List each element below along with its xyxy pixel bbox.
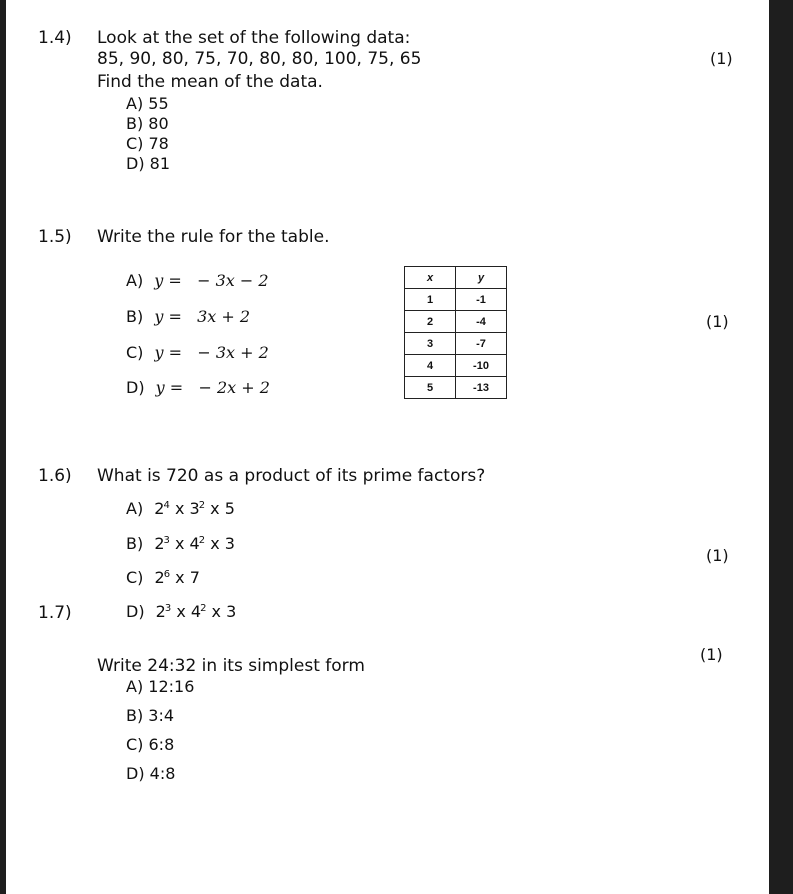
table-cell: 2 bbox=[405, 311, 456, 333]
option-b[interactable]: B) $2^3$ x $4^2$ x 3 bbox=[126, 534, 235, 553]
question-prompt: Write 24:32 in its simplest form bbox=[97, 656, 365, 676]
option-a[interactable]: A) y = − 3x − 2 bbox=[126, 271, 269, 290]
option-a[interactable]: A) $2^4$ x $3^2$ x 5 bbox=[126, 499, 235, 518]
marks-label: (1) bbox=[706, 546, 729, 565]
table-cell: 3 bbox=[405, 333, 456, 355]
worksheet-page bbox=[6, 0, 769, 894]
table-cell: 1 bbox=[405, 289, 456, 311]
table-cell: -10 bbox=[456, 355, 507, 377]
question-prompt: Look at the set of the following data: bbox=[97, 28, 411, 48]
option-b[interactable]: B) 3:4 bbox=[126, 706, 175, 725]
option-d[interactable]: D) $2^3$ x $4^2$ x 3 bbox=[126, 602, 237, 621]
option-d[interactable]: D) 81 bbox=[126, 154, 171, 173]
marks-label: (1) bbox=[700, 645, 723, 664]
question-number: 1.5) bbox=[38, 227, 72, 247]
option-a[interactable]: A) 12:16 bbox=[126, 677, 195, 696]
option-b[interactable]: B) y = 3x + 2 bbox=[126, 307, 251, 326]
table-row bbox=[405, 289, 507, 311]
table-row bbox=[405, 377, 507, 399]
question-number: 1.4) bbox=[38, 28, 72, 48]
question-prompt: What is 720 as a product of its prime factors? bbox=[97, 466, 486, 486]
option-d[interactable]: D) y = − 2x + 2 bbox=[126, 378, 270, 397]
table-cell: -7 bbox=[456, 333, 507, 355]
table-header-row bbox=[405, 267, 507, 289]
table-cell: 5 bbox=[405, 377, 456, 399]
marks-label: (1) bbox=[710, 49, 733, 68]
xy-table bbox=[404, 266, 507, 399]
option-d[interactable]: D) 4:8 bbox=[126, 764, 176, 783]
table-cell: 4 bbox=[405, 355, 456, 377]
question-number: 1.6) bbox=[38, 466, 72, 486]
table-row bbox=[405, 333, 507, 355]
option-b[interactable]: B) 80 bbox=[126, 114, 169, 133]
question-prompt: Write the rule for the table. bbox=[97, 227, 330, 247]
option-c[interactable]: C) $2^6$ x 7 bbox=[126, 568, 200, 587]
question-number: 1.7) bbox=[38, 603, 72, 623]
marks-label: (1) bbox=[706, 312, 729, 331]
option-a[interactable]: A) 55 bbox=[126, 94, 169, 113]
option-c[interactable]: C) y = − 3x + 2 bbox=[126, 343, 269, 362]
table-header-y: y bbox=[456, 267, 507, 289]
question-instruction: Find the mean of the data. bbox=[97, 72, 323, 92]
table-cell: -4 bbox=[456, 311, 507, 333]
data-set: 85, 90, 80, 75, 70, 80, 80, 100, 75, 65 bbox=[97, 49, 422, 69]
table-cell: -13 bbox=[456, 377, 507, 399]
table-row bbox=[405, 311, 507, 333]
option-c[interactable]: C) 78 bbox=[126, 134, 169, 153]
table-cell: -1 bbox=[456, 289, 507, 311]
rule-table bbox=[404, 266, 507, 399]
option-c[interactable]: C) 6:8 bbox=[126, 735, 175, 754]
table-row bbox=[405, 355, 507, 377]
table-header-x: x bbox=[405, 267, 456, 289]
